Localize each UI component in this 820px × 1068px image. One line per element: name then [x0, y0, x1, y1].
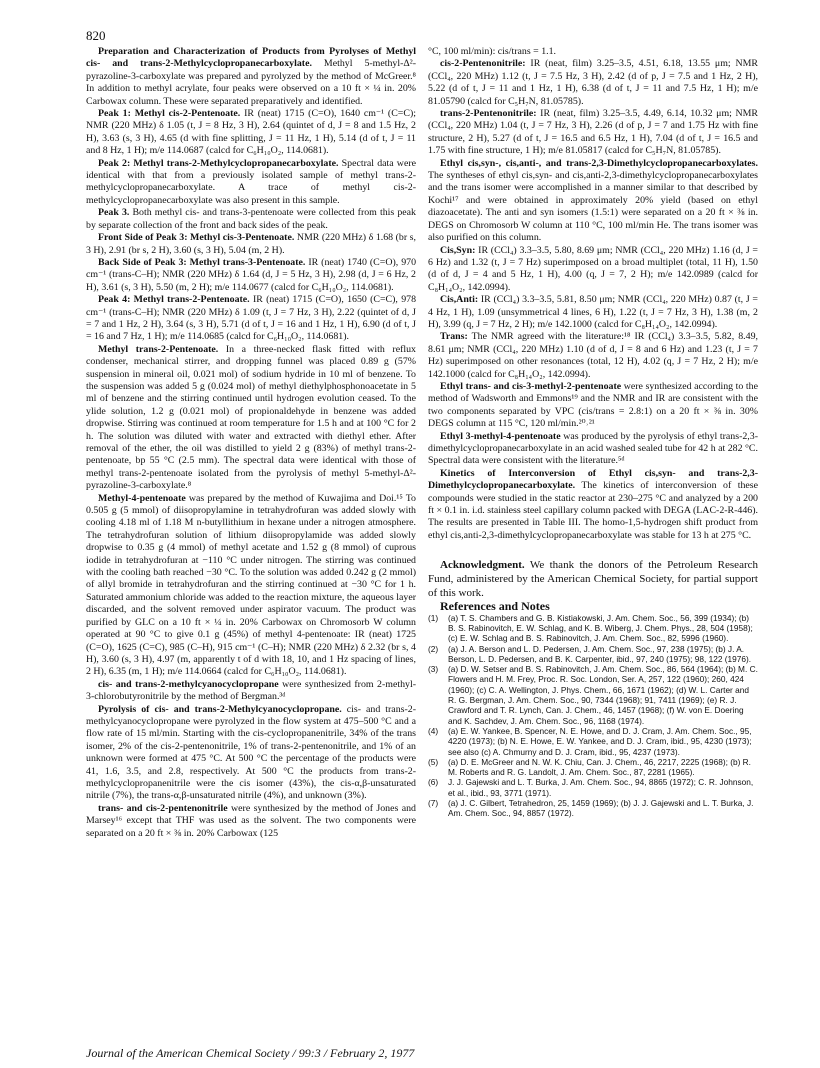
- reference-item: (3) (a) D. W. Setser and B. S. Rabinovitch, J. Am. Chem. Soc., 86, 564 (1964); (b) M. C. Flowers and H. M. Frey, Proc. R. Soc. London, Ser. A, 257, 122 (1960); 260, 424 (1960); (c) C. A. Wellington, J. Phys. Chem., 66, 1671 (1962); (d) W. L. Carter and R. G. Bergman, J. Am. Chem. Soc., 90, 7344 (1968); 91, 7411 (1969); (e) R. J. Crawford and T. R. Lynch, Can. J. Chem., 46, 1457 (1968); (f) W. von E. Doering and K. Sachdev, J. Am. Chem. Soc., 96, 1168 (1974).: [428, 664, 758, 726]
- reference-item: (5) (a) D. E. McGreer and N. W. K. Chiu, Can. J. Chem., 46, 2217, 2225 (1968); (b) R. M. Roberts and R. G. Landolt, J. Am. Chem. Soc., 87, 2281 (1965).: [428, 756, 751, 778]
- paragraph: Ethyl cis,syn-, cis,anti-, and trans-2,3-Dimethylcyclopropanecarboxylates. The syntheses of ethyl cis,syn- and cis,anti-2,3-dimethylcyclopropanecarboxylates and the trans isomer were accomplished in a manner similar to that described by Kochi¹⁷ and were obtained in approximately 20% yield (based on ethyl diazoacetate). The anti and syn isomers (1.5:1) were separated on a 20 ft × ⅜ in. DEGS on Chromosorb W column at 110 °C, 100 ml/min He. The trans isomer was also purified on this column.: [428, 157, 758, 244]
- paragraph: Ethyl trans- and cis-3-methyl-2-pentenoate were synthesized according to the method of Wadsworth and Emmons¹⁹ and the NMR and IR are consistent with the two components separated by VPC (cis/trans = 2.8:1) on a 20 ft × ⅜ in. 30% DEGS column at 115 °C, 120 ml/min.²⁰˒²¹: [428, 380, 758, 430]
- right-column: [428, 46, 758, 819]
- paragraph: Trans: The NMR agreed with the literature:¹⁸ IR (CCl₄) 3.3–3.5, 5.82, 8.49, 8.61 μm; NMR (CCl₄, 220 MHz) 1.10 (d of d, J = 8 and 6 Hz) and 1.23 (t, J = 7 Hz) superimposed on other resonances (total, 12 H), 4.02 (q, J = 7 Hz, 2 H); m/e 142.1000 (calcd for C₈H₁₄O₂, 142.0994).: [428, 331, 758, 380]
- paragraph: Cis,Syn: IR (CCl₄) 3.3–3.5, 5.80, 8.69 μm; NMR (CCl₄, 220 MHz) 1.16 (d, J = 6 Hz) and 1.32 (t, J = 7 Hz) superimposed on a broad multiplet (total, 11 H), 1.50 (d of d, J = 4 and 5 Hz, 1 H), 4.00 (q, J = 7, 2 H); m/e 142.0989 (calcd for C₈H₁₄O₂, 142.0994).: [428, 244, 758, 293]
- paragraph: °C, 100 ml/min): cis/trans = 1.1.: [428, 46, 557, 57]
- paragraph: Peak 3. Both methyl cis- and trans-3-pentenoate were collected from this peak by separate collection of the front and back sides of the peak.: [86, 207, 416, 231]
- paragraph: Peak 2: Methyl trans-2-Methylcyclopropanecarboxylate. Spectral data were identical with that from a previously isolated sample of methyl trans-2-methylcyclopropanecarboxylate. A trace of methyl cis-2-methylcyclopropanecarboxylate was also present in this sample.: [86, 157, 416, 206]
- reference-item: (6) J. J. Gajewski and L. T. Burka, J. Am. Chem. Soc., 94, 8865 (1972); C. R. Johnson, et al., ibid., 93, 3771 (1971).: [428, 777, 754, 798]
- reference-item: (4) (a) E. W. Yankee, B. Spencer, N. E. Howe, and D. J. Cram, J. Am. Chem. Soc., 95, 4220 (1973); (b) N. E. Howe, E. W. Yankee, and D. J. Cram, ibid., 95, 4230 (1973); see also (c) A. Chmurny and D. J. Cram, ibid., 95, 4237 (1973).: [428, 725, 752, 757]
- paragraph: trans-2-Pentenonitrile: IR (neat, film) 3.25–3.5, 4.49, 6.14, 10.32 μm; NMR (CCl₄, 220 MHz) 1.04 (t, J = 7 Hz, 3 H), 2.26 (d of p, J = 7 and 1.75 Hz with fine structure, 2 H), 5.27 (d of t, J = 16.5 and 6.5 Hz, 1 H), 7.04 (d of t, J = 16.5 and 1.75 with fine structure, 1 H); m/e 81.05817 (calcd for C₅H₇N, 81.05785).: [428, 108, 758, 157]
- paragraph: cis- and trans-2-methylcyanocyclopropane were synthesized from 2-methyl-3-chlorobutyronitrile by the method of Bergman.³ᵈ: [86, 678, 416, 703]
- reference-item: (7) (a) J. C. Gilbert, Tetrahedron, 25, 1459 (1969); (b) J. J. Gajewski and L. T. Burka, J. Am. Chem. Soc., 94, 8857 (1972).: [428, 798, 754, 819]
- reference-item: (2) (a) J. A. Berson and L. D. Pedersen, J. Am. Chem. Soc., 97, 238 (1975); (b) J. A. Berson, L. D. Pedersen, and B. K. Carpenter, ibid., 97, 240 (1975); 98, 122 (1976).: [428, 643, 752, 664]
- paragraph: trans- and cis-2-pentenonitrile were synthesized by the method of Jones and Marsey¹⁶ except that THF was used as the solvent. The two components were separated on a 20 ft × ⅜ in. 20% Carbowax (125: [86, 802, 416, 839]
- left-column: [86, 46, 416, 840]
- paragraph: Front Side of Peak 3: Methyl cis-3-Pentenoate. NMR (220 MHz) δ 1.68 (br s, 3 H), 2.91 (br s, 2 H), 3.60 (s, 3 H), 5.04 (m, 2 H).: [86, 232, 416, 256]
- paragraph: Preparation and Characterization of Products from Pyrolyses of Methyl cis- and trans-2-Methylcyclopropanecarboxylate. Methyl 5-methyl-Δ²-pyrazoline-3-carboxylate was prepared and pyrolyzed by the method of McGreer.⁸ In addition to methyl acrylate, four peaks were observed on a 10 ft × ¼ in. 20% Carbowax column. These were separated preparatively and identified.: [86, 46, 416, 107]
- paragraph: Peak 4: Methyl trans-2-Pentenoate. IR (neat) 1715 (C=O), 1650 (C=C), 978 cm⁻¹ (trans-C–H); NMR (220 MHz) δ 1.09 (t, J = 7 Hz, 3 H), 2.22 (quintet of d, J = 7 and 1 Hz, 2 H), 3.64 (s, 3 H), 5.71 (d of t, J = 16 and 1 Hz, 1 H), 6.90 (d of t, J = 16 and 7 Hz, 1 H); m/e 114.0685 (calcd for C₆H₁₀O₂, 114.0681).: [86, 294, 417, 343]
- references-list: [428, 613, 758, 819]
- paragraph: Back Side of Peak 3: Methyl trans-3-Pentenoate. IR (neat) 1740 (C=O), 970 cm⁻¹ (trans-C–H); NMR (220 MHz) δ 1.64 (d, J = 5 Hz, 3 H), 2.98 (d, J = 6 Hz, 2 H), 3.61 (s, 3 H), 5.50 (m, 2 H); m/e 114.0677 (calcd for C₆H₁₀O₂, 114.0681).: [86, 256, 417, 293]
- paragraph: Methyl-4-pentenoate was prepared by the method of Kuwajima and Doi.¹⁵ To 0.505 g (5 mmol) of diisopropylamine in tetrahydrofuran was added slowly with cooling 4.18 ml of 1.18 M n-butyllithium in hexane under a nitrogen atmosphere. The tetrahydrofuran solution of lithium diisopropylamide was added slowly dropwise to 0.35 g (4 mmol) of methyl acetate and 1.52 g (8 mmol) of cuprous iodide in tetrahydrofuran at −110 °C under nitrogen. The stirring was continued with the cooling bath reached −30 °C. To the solution was added 0.242 g (2 mmol) of allyl bromide in tetrahydrofuran and the stirring continued at −30 °C for 1 h. Saturated ammonium chloride was added to the reaction mixture, the aqueous layer discarded, and the solvent removed under aspirator vacuum. The product was purified by GLC on a 10 ft × ¼ in. 20% Carbowax on Chromosorb W column operated at 90 °C to give 0.1 g (45%) of methyl 4-pentenoate: IR (neat) 1725 (C=O), 1625 (C=C), 985 (C–H), 915 cm⁻¹ (C–H); NMR (220 MHz) δ 2.32 (br s, 4 H), 3.60 (s, 3 H), 4.97 (m, apparently t of d with 18, 10, and 1 Hz spacing of lines, 2 H), 6.35 (m, 1 H); m/e 114.0664 (calcd for C₆H₁₀O₂, 114.0681).: [86, 492, 416, 678]
- references-heading: References and Notes: [440, 599, 550, 614]
- reference-item: (1) (a) T. S. Chambers and G. B. Kistiakowski, J. Am. Chem. Soc., 56, 399 (1934); (b) B. S. Rabinovitch, E. W. Schlag, and K. B. Wiberg, J. Chem. Phys., 28, 504 (1958); (c) E. W. Schlag and B. S. Rabinovitch, J. Am. Chem. Soc., 82, 5996 (1960).: [428, 612, 753, 644]
- paragraph: cis-2-Pentenonitrile: IR (neat, film) 3.25–3.5, 4.51, 6.18, 13.55 μm; NMR (CCl₄, 220 MHz) 1.12 (t, J = 7.5 Hz, 3 H), 2.42 (d of p, J = 7.5 and 1 Hz, 2 H), 5.22 (d of t, J = 11 and 1 Hz, 1 H), 6.38 (d of t, J = 11 and 7.5 Hz, 1 H); m/e 81.05790 (calcd for C₅H₇N, 81.05785).: [428, 58, 758, 107]
- paragraph: Kinetics of Interconversion of Ethyl cis,syn- and trans-2,3-Dimethylcyclopropanecarboxylate. The kinetics of interconversion of these compounds were studied in the static reactor at 230–275 °C and analyzed by a 200 ft × 0.1 in. i.d. stainless steel capillary column packed with DEGA (LAC-2-R-446). The results are presented in Table III. The homo-1,5-hydrogen shift product from ethyl cis,anti-2,3-dimethylcyclopropanecarboxylate was stable for 13 h at 275 °C.: [428, 467, 758, 541]
- journal-footer: Journal of the American Chemical Society / 99:3 / February 2, 1977: [86, 1046, 415, 1060]
- paragraph: Methyl trans-2-Pentenoate. In a three-necked flask fitted with reflux condenser, mechanical stirrer, and dropping funnel was placed 0.89 g (57% suspension in mineral oil, 0.021 mol) of sodium hydride in 10 ml of benzene. To the suspension was added 5 g (0.024 mol) of methyl diethylphosphonoacetate in 5 ml of benzene and the stirring continued until hydrogen evolution ceased. To the ylide solution, 1.2 g (0.021 mol) of propionaldehyde in benzene was added dropwise. Stirring was continued at room temperature for 1.5 h and at 100 °C for 2 h. The solution was diluted with water and extracted with diethyl ether. After removal of the ether, the oil was distilled to yield 2 g (83%) of methyl trans-2-pentenoate, bp 55 °C (2.5 mm). The spectral data were identical with those of methyl trans-2-pentenoate isolated from the pyrolysis of methyl 5-methyl-Δ²-pyrazoline-3-carboxylate.⁸: [86, 343, 416, 492]
- paragraph: Ethyl 3-methyl-4-pentenoate was produced by the pyrolysis of ethyl trans-2,3-dimethylcyclopropanecarboxylate in an acid washed sealed tube for 42 h at 282 °C. Spectral data were consistent with the literature.⁵ᵈ: [428, 430, 758, 467]
- acknowledgment: Acknowledgment. We thank the donors of the Petroleum Research Fund, administered by the American Chemical Society, for partial support of this work.: [428, 559, 758, 600]
- paragraph: Pyrolysis of cis- and trans-2-Methylcyanocyclopropane. cis- and trans-2-methylcyanocyclopropane were pyrolyzed in the flow system at 475–500 °C and a flow rate of 15 ml/min. Starting with the cis-cyclopropanenitrile, 34% of the trans isomer, 2% of the cis-2-pentenonitrile, 1% of trans-2-pentenonitrile, and 1% of an unknown were formed at 475 °C. At 500 °C the percentage of the products were 41, 1.6, 3.5, and 2.8, respectively. At 500 °C the products from trans-2-methylcyclopropanenitrile were the cis isomer (43%), the cis-α,β-unsaturated nitrile (7%), the trans-α,β-unsaturated nitrile (4%), and unknown (3%).: [86, 703, 416, 802]
- page-number: 820: [86, 28, 106, 43]
- paragraph: Peak 1: Methyl cis-2-Pentenoate. IR (neat) 1715 (C=O), 1640 cm⁻¹ (C=C); NMR (220 MHz) δ 1.05 (t, J = 8 Hz, 3 H), 2.64 (quintet of d, J = 8 and 1.5 Hz, 2 H), 3.63 (s, 3 H), 4.65 (d with fine splitting, J = 11 Hz, 1 H), 5.14 (d of t, J = 11 and 8 Hz, 1 H); m/e 114.0687 (calcd for C₆H₁₀O₂, 114.0681).: [86, 108, 416, 157]
- paragraph: Cis,Anti: IR (CCl₄) 3.3–3.5, 5.81, 8.50 μm; NMR (CCl₄, 220 MHz) 0.87 (t, J = 4 Hz, 1 H), 1.09 (unsymmetrical 4 lines, 6 H), 1.22 (t, J = 7 Hz, 3 H), 1.38 (m, 2 H), 3.99 (q, J = 7 Hz, 2 H); m/e 142.1000 (calcd for C₈H₁₄O₂, 142.0994).: [428, 294, 758, 330]
